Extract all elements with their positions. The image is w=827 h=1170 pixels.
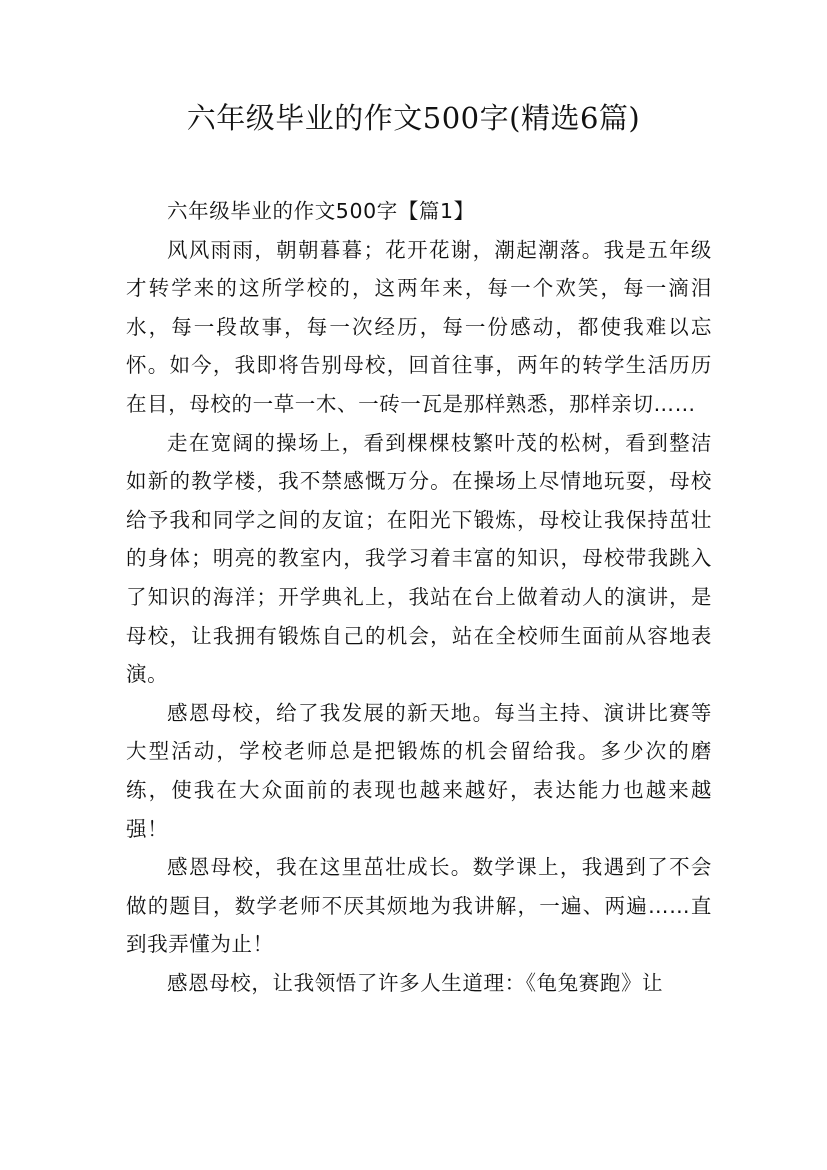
document-title: 六年级毕业的作文500字(精选6篇)	[186, 101, 641, 135]
section-heading: 六年级毕业的作文500字【篇1】	[167, 199, 475, 223]
body-paragraph: 感恩母校，让我领悟了许多人生道理：《龟兔赛跑》让	[167, 970, 664, 995]
document-body	[126, 192, 712, 1002]
body-paragraph: 感恩母校，给了我发展的新天地。每当主持、演讲比赛等大型活动，学校老师总是把锻炼的机会留给我。多少次的磨练，使我在大众面前的表现也越来越好，表达能力也越来越强！	[126, 700, 712, 841]
body-paragraph: 感恩母校，我在这里茁壮成长。数学课上，我遇到了不会做的题目，数学老师不厌其烦地为我讲解，一遍、两遍……直到我弄懂为止！	[126, 855, 712, 957]
body-paragraph: 走在宽阔的操场上，看到棵棵枝繁叶茂的松树，看到整洁如新的教学楼，我不禁感慨万分。在操场上尽情地玩耍，母校给予我和同学之间的友谊；在阳光下锻炼，母校让我保持茁壮的身体；明亮的教室内，我学习着丰富的知识，母校带我跳入了知识的海洋；开学典礼上，我站在台上做着动人的演讲，是母校，让我拥有锻炼自己的机会，站在全校师生面前从容地表演。	[126, 430, 712, 687]
body-paragraph: 风风雨雨，朝朝暮暮；花开花谢，潮起潮落。我是五年级才转学来的这所学校的，这两年来，每一个欢笑，每一滴泪水，每一段故事，每一次经历，每一份感动，都使我难以忘怀。如今，我即将告别母校，回首往事，两年的转学生活历历在目，母校的一草一木、一砖一瓦是那样熟悉，那样亲切……	[126, 237, 712, 416]
